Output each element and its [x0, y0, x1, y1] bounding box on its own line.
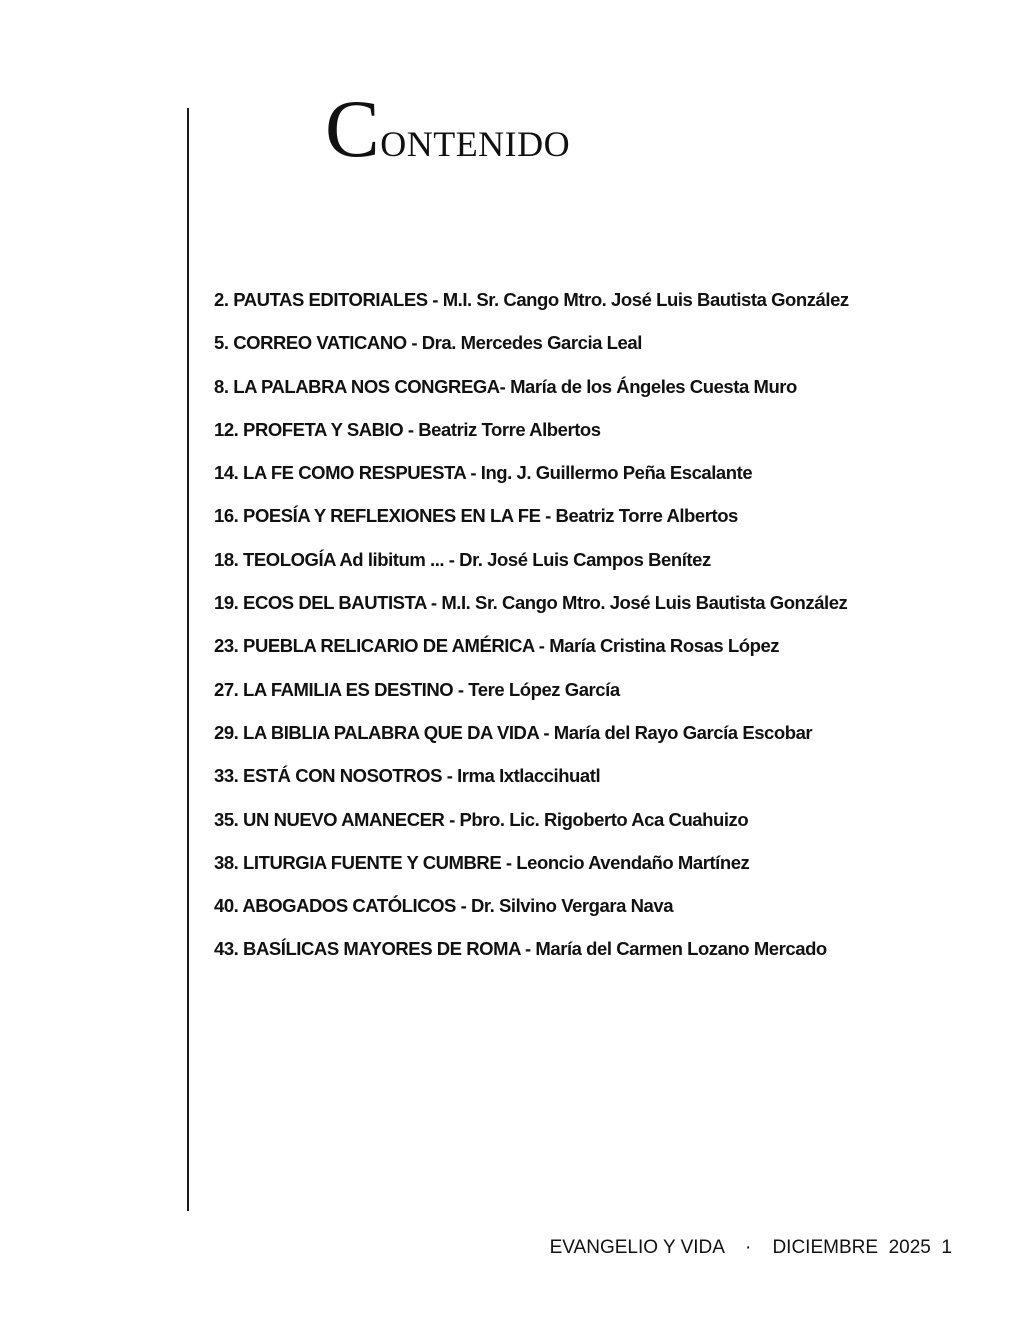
- toc-entry[interactable]: [214, 764, 1004, 807]
- toc-entry-text: 27. LA FAMILIA ES DESTINO - Tere López García: [214, 678, 620, 700]
- toc-entry[interactable]: [214, 504, 1004, 547]
- toc-entry-text: 2. PAUTAS EDITORIALES - M.I. Sr. Cango Mtro. José Luis Bautista González: [214, 289, 849, 310]
- title-rest: ontenido: [380, 111, 571, 168]
- toc-entry[interactable]: [214, 288, 1004, 331]
- toc-entry[interactable]: [214, 331, 1004, 374]
- toc-entry-text: 29. LA BIBLIA PALABRA QUE DA VIDA - María del Rayo García Escobar: [214, 721, 813, 743]
- toc-entry[interactable]: [214, 634, 1004, 677]
- issue-date: DICIEMBRE 2025: [772, 1237, 931, 1258]
- toc-entry[interactable]: [214, 678, 1004, 721]
- toc-entry[interactable]: [214, 894, 1004, 937]
- toc-entry-text: 5. CORREO VATICANO - Dra. Mercedes Garcia Leal: [214, 332, 642, 354]
- page-title: [325, 83, 571, 174]
- toc-entry[interactable]: [214, 461, 1004, 504]
- page-footer: [550, 1237, 952, 1259]
- toc-entry-text: 14. LA FE COMO RESPUESTA - Ing. J. Guillermo Peña Escalante: [214, 462, 753, 484]
- vertical-rule: [187, 108, 189, 1211]
- toc-entry-text: 40. ABOGADOS CATÓLICOS - Dr. Silvino Vergara Nava: [214, 895, 674, 917]
- toc-entry[interactable]: [214, 851, 1004, 894]
- toc-entry-text: 38. LITURGIA FUENTE Y CUMBRE - Leoncio Avendaño Martínez: [214, 851, 750, 873]
- toc-entry-text: 43. BASÍLICAS MAYORES DE ROMA - María del Carmen Lozano Mercado: [214, 938, 827, 960]
- publication-name: EVANGELIO Y VIDA: [549, 1237, 724, 1258]
- toc-entry-text: 19. ECOS DEL BAUTISTA - M.I. Sr. Cango Mtro. José Luis Bautista González: [214, 592, 848, 614]
- toc-entry[interactable]: [214, 418, 1004, 461]
- footer-separator: ·: [745, 1237, 752, 1258]
- toc-entry-text: 8. LA PALABRA NOS CONGREGA- María de los Ángeles Cuesta Muro: [214, 375, 797, 397]
- toc-entry[interactable]: [214, 721, 1004, 764]
- toc-entry[interactable]: [214, 808, 1004, 851]
- title-initial: C: [325, 83, 381, 174]
- toc-entry[interactable]: [214, 937, 1004, 980]
- toc-entry-text: 23. PUEBLA RELICARIO DE AMÉRICA - María Cristina Rosas López: [214, 635, 780, 657]
- toc-entry-text: 33. ESTÁ CON NOSOTROS - Irma Ixtlaccihuatl: [214, 765, 601, 787]
- toc-entry-text: 35. UN NUEVO AMANECER - Pbro. Lic. Rigoberto Aca Cuahuizo: [214, 808, 749, 830]
- table-of-contents: [214, 288, 1004, 981]
- toc-entry-text: 16. POESÍA Y REFLEXIONES EN LA FE - Beatriz Torre Albertos: [214, 505, 738, 527]
- toc-entry[interactable]: [214, 548, 1004, 591]
- toc-entry[interactable]: [214, 375, 1004, 418]
- toc-entry-text: 18. TEOLOGÍA Ad libitum ... - Dr. José Luis Campos Benítez: [214, 548, 711, 570]
- toc-entry-text: 12. PROFETA Y SABIO - Beatriz Torre Albertos: [214, 418, 601, 440]
- toc-entry[interactable]: [214, 591, 1004, 634]
- page-number: 1: [941, 1237, 952, 1258]
